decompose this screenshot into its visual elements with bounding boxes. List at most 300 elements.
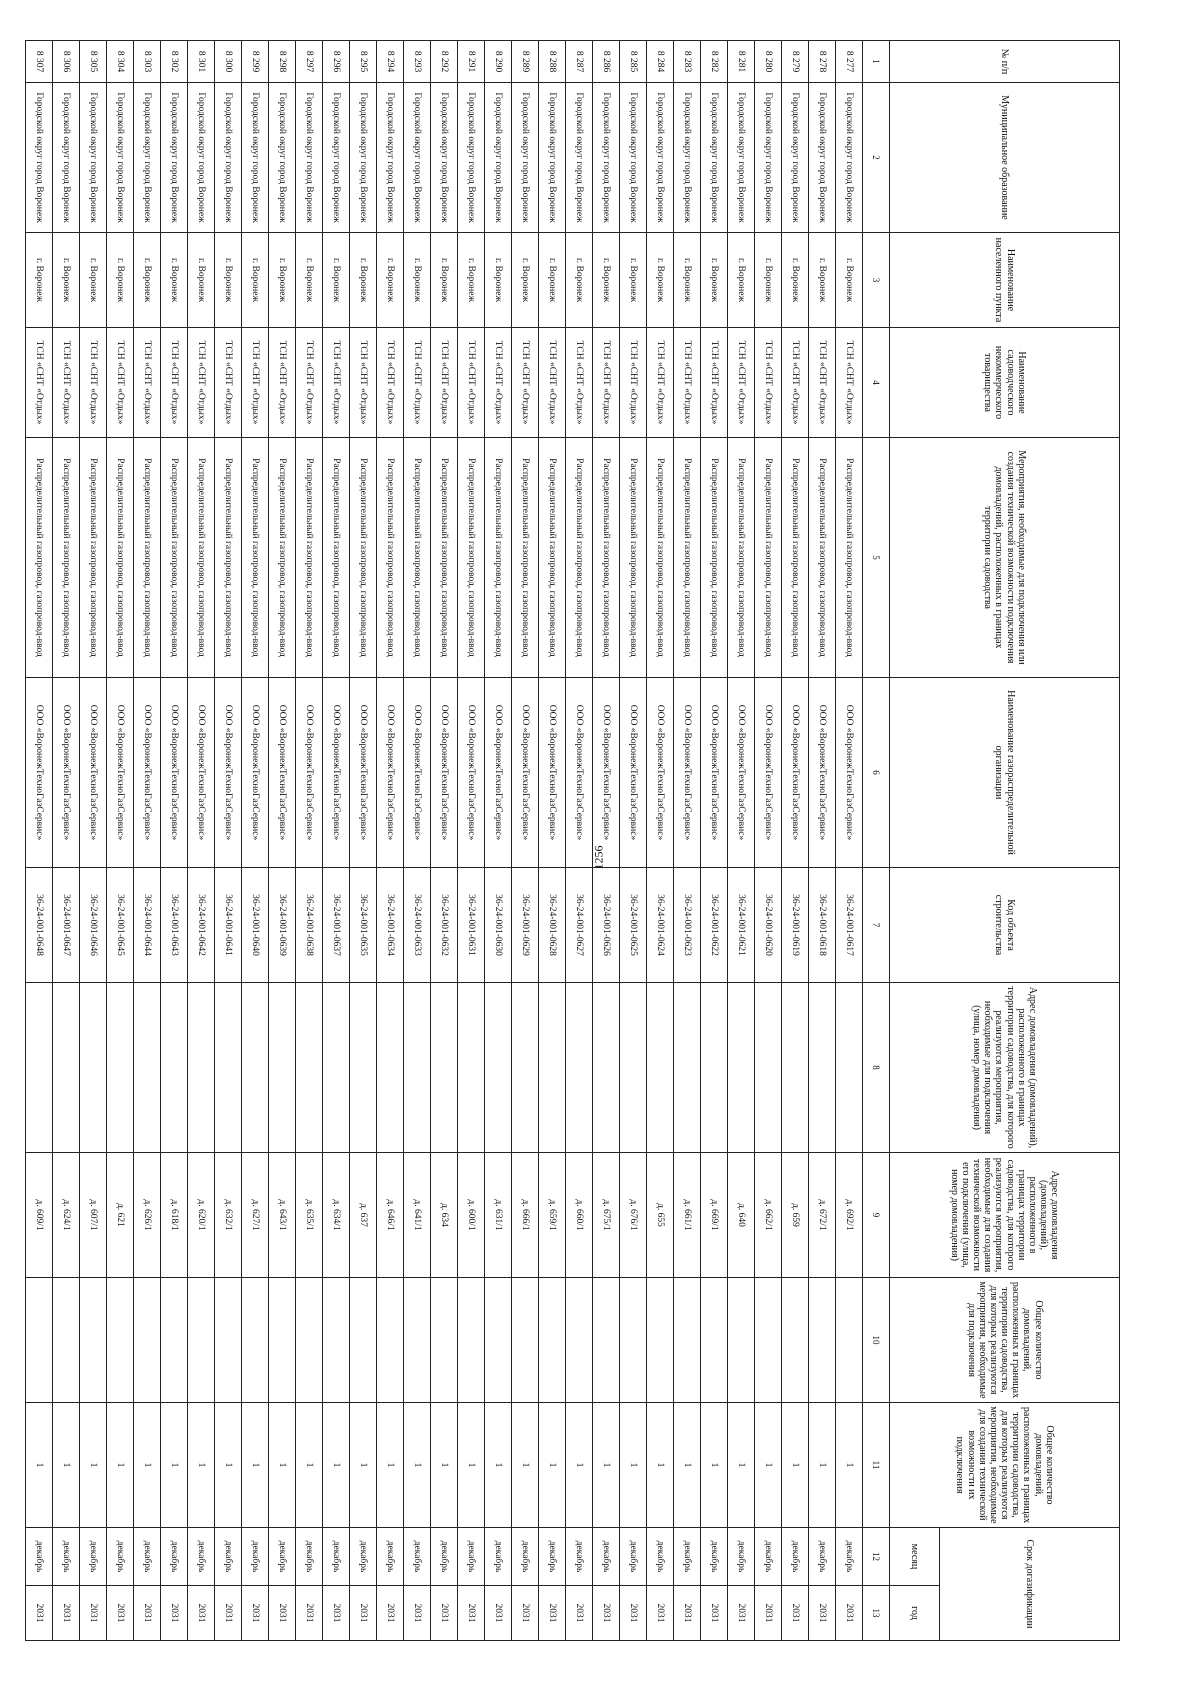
snt-cell: ТСН «СНТ «Отдых» xyxy=(755,328,782,438)
year-cell: 2031 xyxy=(836,1586,863,1641)
year-cell: 2031 xyxy=(107,1586,134,1641)
address-tech-cell: д. 624/1 xyxy=(53,1153,80,1278)
count-connection-cell xyxy=(566,1278,593,1403)
count-connection-cell xyxy=(269,1278,296,1403)
month-cell: декабрь xyxy=(161,1528,188,1586)
address-tech-cell: д. 666/1 xyxy=(512,1153,539,1278)
address-connection-cell xyxy=(26,983,53,1153)
measures-cell: Распределительный газопровод, газопровод-ввод xyxy=(647,438,674,678)
table-row xyxy=(296,41,323,1641)
address-connection-cell xyxy=(728,983,755,1153)
object-code-cell: 36-24-001-0620 xyxy=(755,868,782,983)
column-number-row xyxy=(863,41,890,1641)
municipality-cell: Городской округ город Воронеж xyxy=(134,83,161,233)
count-tech-cell: 1 xyxy=(701,1403,728,1528)
gas-org-cell: ООО «ВоронежТехноГазСервис» xyxy=(674,678,701,868)
object-code-cell: 36-24-001-0633 xyxy=(404,868,431,983)
settlement-cell: г. Воронеж xyxy=(53,233,80,328)
address-connection-cell xyxy=(404,983,431,1153)
settlement-cell: г. Воронеж xyxy=(782,233,809,328)
row-number: 8 290 xyxy=(485,41,512,83)
year-cell: 2031 xyxy=(512,1586,539,1641)
address-tech-cell: д. 631/1 xyxy=(485,1153,512,1278)
year-cell: 2031 xyxy=(755,1586,782,1641)
row-number: 8 306 xyxy=(53,41,80,83)
snt-cell: ТСН «СНТ «Отдых» xyxy=(593,328,620,438)
settlement-cell: г. Воронеж xyxy=(107,233,134,328)
count-tech-cell: 1 xyxy=(350,1403,377,1528)
address-tech-cell: д. 626/1 xyxy=(134,1153,161,1278)
year-cell: 2031 xyxy=(809,1586,836,1641)
table-row xyxy=(26,41,53,1641)
table-row xyxy=(404,41,431,1641)
gas-org-cell: ООО «ВоронежТехноГазСервис» xyxy=(431,678,458,868)
header-municipality: Муниципальное образование xyxy=(890,83,1120,233)
measures-cell: Распределительный газопровод, газопровод-ввод xyxy=(242,438,269,678)
table-row xyxy=(647,41,674,1641)
table-row xyxy=(593,41,620,1641)
table-row xyxy=(377,41,404,1641)
measures-cell: Распределительный газопровод, газопровод-ввод xyxy=(215,438,242,678)
municipality-cell: Городской округ город Воронеж xyxy=(269,83,296,233)
row-number: 8 291 xyxy=(458,41,485,83)
gas-org-cell: ООО «ВоронежТехноГазСервис» xyxy=(242,678,269,868)
measures-cell: Распределительный газопровод, газопровод-ввод xyxy=(269,438,296,678)
year-cell: 2031 xyxy=(431,1586,458,1641)
count-tech-cell: 1 xyxy=(215,1403,242,1528)
header-object-code: Код объекта строительства xyxy=(890,868,1120,983)
column-number: 5 xyxy=(863,438,890,678)
address-connection-cell xyxy=(161,983,188,1153)
count-connection-cell xyxy=(134,1278,161,1403)
snt-cell: ТСН «СНТ «Отдых» xyxy=(647,328,674,438)
settlement-cell: г. Воронеж xyxy=(404,233,431,328)
count-tech-cell: 1 xyxy=(836,1403,863,1528)
settlement-cell: г. Воронеж xyxy=(539,233,566,328)
snt-cell: ТСН «СНТ «Отдых» xyxy=(620,328,647,438)
object-code-cell: 36-24-001-0629 xyxy=(512,868,539,983)
count-tech-cell: 1 xyxy=(80,1403,107,1528)
year-cell: 2031 xyxy=(647,1586,674,1641)
table-row xyxy=(728,41,755,1641)
address-connection-cell xyxy=(485,983,512,1153)
year-cell: 2031 xyxy=(620,1586,647,1641)
settlement-cell: г. Воронеж xyxy=(593,233,620,328)
settlement-cell: г. Воронеж xyxy=(242,233,269,328)
measures-cell: Распределительный газопровод, газопровод-ввод xyxy=(107,438,134,678)
municipality-cell: Городской округ город Воронеж xyxy=(107,83,134,233)
municipality-cell: Городской округ город Воронеж xyxy=(242,83,269,233)
column-number: 3 xyxy=(863,233,890,328)
measures-cell: Распределительный газопровод, газопровод-ввод xyxy=(620,438,647,678)
row-number: 8 281 xyxy=(728,41,755,83)
snt-cell: ТСН «СНТ «Отдых» xyxy=(782,328,809,438)
snt-cell: ТСН «СНТ «Отдых» xyxy=(458,328,485,438)
count-connection-cell xyxy=(26,1278,53,1403)
count-connection-cell xyxy=(377,1278,404,1403)
municipality-cell: Городской округ город Воронеж xyxy=(539,83,566,233)
settlement-cell: г. Воронеж xyxy=(80,233,107,328)
count-connection-cell xyxy=(593,1278,620,1403)
settlement-cell: г. Воронеж xyxy=(566,233,593,328)
snt-cell: ТСН «СНТ «Отдых» xyxy=(485,328,512,438)
address-connection-cell xyxy=(188,983,215,1153)
table-row xyxy=(782,41,809,1641)
object-code-cell: 36-24-001-0644 xyxy=(134,868,161,983)
table-row xyxy=(269,41,296,1641)
object-code-cell: 36-24-001-0645 xyxy=(107,868,134,983)
address-tech-cell: д. 676/1 xyxy=(620,1153,647,1278)
municipality-cell: Городской округ город Воронеж xyxy=(188,83,215,233)
municipality-cell: Городской округ город Воронеж xyxy=(647,83,674,233)
snt-cell: ТСН «СНТ «Отдых» xyxy=(539,328,566,438)
settlement-cell: г. Воронеж xyxy=(485,233,512,328)
gas-org-cell: ООО «ВоронежТехноГазСервис» xyxy=(350,678,377,868)
object-code-cell: 36-24-001-0625 xyxy=(620,868,647,983)
header-count-connection: Общее количество домовладений, расположенных в границах территории садоводства, для которых реализуются мероприятия, необходимые для подключения xyxy=(890,1278,1120,1403)
header-snt: Наименование садоводческого некоммерческого товарищества xyxy=(890,328,1120,438)
row-number: 8 298 xyxy=(269,41,296,83)
settlement-cell: г. Воронеж xyxy=(755,233,782,328)
address-tech-cell: д. 643/1 xyxy=(269,1153,296,1278)
address-connection-cell xyxy=(80,983,107,1153)
count-tech-cell: 1 xyxy=(593,1403,620,1528)
table-body xyxy=(26,41,890,1641)
gas-org-cell: ООО «ВоронежТехноГазСервис» xyxy=(647,678,674,868)
table-row xyxy=(134,41,161,1641)
object-code-cell: 36-24-001-0637 xyxy=(323,868,350,983)
header-term: Срок догазификации xyxy=(940,1528,1120,1641)
gas-org-cell: ООО «ВоронежТехноГазСервис» xyxy=(458,678,485,868)
object-code-cell: 36-24-001-0647 xyxy=(53,868,80,983)
address-connection-cell xyxy=(242,983,269,1153)
address-tech-cell: д. 692/1 xyxy=(836,1153,863,1278)
object-code-cell: 36-24-001-0626 xyxy=(593,868,620,983)
column-number: 8 xyxy=(863,983,890,1153)
address-connection-cell xyxy=(647,983,674,1153)
snt-cell: ТСН «СНТ «Отдых» xyxy=(377,328,404,438)
address-connection-cell xyxy=(755,983,782,1153)
settlement-cell: г. Воронеж xyxy=(134,233,161,328)
measures-cell: Распределительный газопровод, газопровод-ввод xyxy=(188,438,215,678)
address-connection-cell xyxy=(539,983,566,1153)
count-connection-cell xyxy=(323,1278,350,1403)
count-tech-cell: 1 xyxy=(296,1403,323,1528)
month-cell: декабрь xyxy=(269,1528,296,1586)
count-connection-cell xyxy=(701,1278,728,1403)
row-number: 8 282 xyxy=(701,41,728,83)
year-cell: 2031 xyxy=(188,1586,215,1641)
month-cell: декабрь xyxy=(107,1528,134,1586)
year-cell: 2031 xyxy=(215,1586,242,1641)
address-tech-cell: д. 672/1 xyxy=(809,1153,836,1278)
municipality-cell: Городской округ город Воронеж xyxy=(215,83,242,233)
count-tech-cell: 1 xyxy=(161,1403,188,1528)
measures-cell: Распределительный газопровод, газопровод-ввод xyxy=(539,438,566,678)
municipality-cell: Городской округ город Воронеж xyxy=(161,83,188,233)
address-connection-cell xyxy=(782,983,809,1153)
count-tech-cell: 1 xyxy=(566,1403,593,1528)
row-number: 8 305 xyxy=(80,41,107,83)
object-code-cell: 36-24-001-0646 xyxy=(80,868,107,983)
column-number: 4 xyxy=(863,328,890,438)
row-number: 8 301 xyxy=(188,41,215,83)
month-cell: декабрь xyxy=(512,1528,539,1586)
table-row xyxy=(431,41,458,1641)
settlement-cell: г. Воронеж xyxy=(809,233,836,328)
municipality-cell: Городской округ город Воронеж xyxy=(458,83,485,233)
object-code-cell: 36-24-001-0618 xyxy=(809,868,836,983)
measures-cell: Распределительный газопровод, газопровод-ввод xyxy=(809,438,836,678)
object-code-cell: 36-24-001-0617 xyxy=(836,868,863,983)
year-cell: 2031 xyxy=(26,1586,53,1641)
address-connection-cell xyxy=(269,983,296,1153)
month-cell: декабрь xyxy=(593,1528,620,1586)
address-connection-cell xyxy=(809,983,836,1153)
row-number: 8 296 xyxy=(323,41,350,83)
snt-cell: ТСН «СНТ «Отдых» xyxy=(350,328,377,438)
row-number: 8 299 xyxy=(242,41,269,83)
gas-org-cell: ООО «ВоронежТехноГазСервис» xyxy=(809,678,836,868)
address-connection-cell xyxy=(620,983,647,1153)
snt-cell: ТСН «СНТ «Отдых» xyxy=(809,328,836,438)
measures-cell: Распределительный газопровод, газопровод-ввод xyxy=(674,438,701,678)
settlement-cell: г. Воронеж xyxy=(350,233,377,328)
snt-cell: ТСН «СНТ «Отдых» xyxy=(242,328,269,438)
gas-org-cell: ООО «ВоронежТехноГазСервис» xyxy=(107,678,134,868)
measures-cell: Распределительный газопровод, газопровод-ввод xyxy=(323,438,350,678)
count-connection-cell xyxy=(836,1278,863,1403)
snt-cell: ТСН «СНТ «Отдых» xyxy=(701,328,728,438)
address-connection-cell xyxy=(431,983,458,1153)
gas-org-cell: ООО «ВоронежТехноГазСервис» xyxy=(782,678,809,868)
count-tech-cell: 1 xyxy=(809,1403,836,1528)
count-connection-cell xyxy=(107,1278,134,1403)
month-cell: декабрь xyxy=(53,1528,80,1586)
table-row xyxy=(701,41,728,1641)
count-connection-cell xyxy=(728,1278,755,1403)
count-tech-cell: 1 xyxy=(755,1403,782,1528)
settlement-cell: г. Воронеж xyxy=(458,233,485,328)
count-connection-cell xyxy=(755,1278,782,1403)
count-tech-cell: 1 xyxy=(404,1403,431,1528)
object-code-cell: 36-24-001-0630 xyxy=(485,868,512,983)
address-tech-cell: д. 634/1 xyxy=(323,1153,350,1278)
row-number: 8 304 xyxy=(107,41,134,83)
measures-cell: Распределительный газопровод, газопровод-ввод xyxy=(134,438,161,678)
count-connection-cell xyxy=(782,1278,809,1403)
row-number: 8 288 xyxy=(539,41,566,83)
address-connection-cell xyxy=(836,983,863,1153)
row-number: 8 279 xyxy=(782,41,809,83)
table-row xyxy=(566,41,593,1641)
object-code-cell: 36-24-001-0631 xyxy=(458,868,485,983)
settlement-cell: г. Воронеж xyxy=(674,233,701,328)
gas-org-cell: ООО «ВоронежТехноГазСервис» xyxy=(836,678,863,868)
gas-org-cell: ООО «ВоронежТехноГазСервис» xyxy=(404,678,431,868)
row-number: 8 278 xyxy=(809,41,836,83)
count-tech-cell: 1 xyxy=(647,1403,674,1528)
address-connection-cell xyxy=(53,983,80,1153)
address-tech-cell: д. 620/1 xyxy=(188,1153,215,1278)
column-number: 2 xyxy=(863,83,890,233)
month-cell: декабрь xyxy=(134,1528,161,1586)
count-connection-cell xyxy=(161,1278,188,1403)
count-connection-cell xyxy=(620,1278,647,1403)
address-tech-cell: д. 634 xyxy=(431,1153,458,1278)
snt-cell: ТСН «СНТ «Отдых» xyxy=(431,328,458,438)
snt-cell: ТСН «СНТ «Отдых» xyxy=(728,328,755,438)
count-tech-cell: 1 xyxy=(53,1403,80,1528)
settlement-cell: г. Воронеж xyxy=(647,233,674,328)
column-number: 12 xyxy=(863,1528,890,1586)
object-code-cell: 36-24-001-0634 xyxy=(377,868,404,983)
count-tech-cell: 1 xyxy=(107,1403,134,1528)
month-cell: декабрь xyxy=(80,1528,107,1586)
object-code-cell: 36-24-001-0648 xyxy=(26,868,53,983)
address-tech-cell: д. 662/1 xyxy=(755,1153,782,1278)
settlement-cell: г. Воронеж xyxy=(377,233,404,328)
row-number: 8 294 xyxy=(377,41,404,83)
snt-cell: ТСН «СНТ «Отдых» xyxy=(674,328,701,438)
rotated-page xyxy=(0,40,1120,1680)
count-connection-cell xyxy=(215,1278,242,1403)
year-cell: 2031 xyxy=(593,1586,620,1641)
count-connection-cell xyxy=(512,1278,539,1403)
month-cell: декабрь xyxy=(809,1528,836,1586)
column-number: 1 xyxy=(863,41,890,83)
gas-org-cell: ООО «ВоронежТехноГазСервис» xyxy=(269,678,296,868)
table-row xyxy=(539,41,566,1641)
address-tech-cell: д. 607/1 xyxy=(80,1153,107,1278)
gas-org-cell: ООО «ВоронежТехноГазСервис» xyxy=(485,678,512,868)
count-connection-cell xyxy=(296,1278,323,1403)
gas-org-cell: ООО «ВоронежТехноГазСервис» xyxy=(539,678,566,868)
count-tech-cell: 1 xyxy=(242,1403,269,1528)
address-tech-cell: д. 655 xyxy=(647,1153,674,1278)
measures-cell: Распределительный газопровод, газопровод-ввод xyxy=(836,438,863,678)
gas-org-cell: ООО «ВоронежТехноГазСервис» xyxy=(701,678,728,868)
month-cell: декабрь xyxy=(296,1528,323,1586)
year-cell: 2031 xyxy=(728,1586,755,1641)
row-number: 8 297 xyxy=(296,41,323,83)
table-row xyxy=(620,41,647,1641)
month-cell: декабрь xyxy=(647,1528,674,1586)
count-connection-cell xyxy=(674,1278,701,1403)
address-connection-cell xyxy=(107,983,134,1153)
address-connection-cell xyxy=(350,983,377,1153)
object-code-cell: 36-24-001-0628 xyxy=(539,868,566,983)
gas-org-cell: ООО «ВоронежТехноГазСервис» xyxy=(620,678,647,868)
year-cell: 2031 xyxy=(485,1586,512,1641)
gas-org-cell: ООО «ВоронежТехноГазСервис» xyxy=(755,678,782,868)
count-tech-cell: 1 xyxy=(782,1403,809,1528)
gasification-table xyxy=(25,40,1120,1641)
snt-cell: ТСН «СНТ «Отдых» xyxy=(323,328,350,438)
column-number: 6 xyxy=(863,678,890,868)
count-tech-cell: 1 xyxy=(539,1403,566,1528)
month-cell: декабрь xyxy=(458,1528,485,1586)
snt-cell: ТСН «СНТ «Отдых» xyxy=(107,328,134,438)
count-tech-cell: 1 xyxy=(512,1403,539,1528)
snt-cell: ТСН «СНТ «Отдых» xyxy=(188,328,215,438)
header-num: № п/п xyxy=(890,41,1120,83)
gas-org-cell: ООО «ВоронежТехноГазСервис» xyxy=(134,678,161,868)
snt-cell: ТСН «СНТ «Отдых» xyxy=(836,328,863,438)
header-address-connection: Адрес домовладения (домовладений), расположенного в границах территории садоводства, для которого реализуются мероприятия, необходимые для подключения (улица, номер домовладения) xyxy=(890,983,1120,1153)
count-connection-cell xyxy=(809,1278,836,1403)
municipality-cell: Городской округ город Воронеж xyxy=(53,83,80,233)
table-row xyxy=(53,41,80,1641)
count-connection-cell xyxy=(53,1278,80,1403)
row-number: 8 289 xyxy=(512,41,539,83)
month-cell: декабрь xyxy=(242,1528,269,1586)
month-cell: декабрь xyxy=(620,1528,647,1586)
row-number: 8 302 xyxy=(161,41,188,83)
gas-org-cell: ООО «ВоронежТехноГазСервис» xyxy=(26,678,53,868)
count-connection-cell xyxy=(242,1278,269,1403)
count-tech-cell: 1 xyxy=(728,1403,755,1528)
municipality-cell: Городской округ город Воронеж xyxy=(809,83,836,233)
header-year: год xyxy=(890,1586,940,1641)
object-code-cell: 36-24-001-0643 xyxy=(161,868,188,983)
table-row xyxy=(161,41,188,1641)
year-cell: 2031 xyxy=(458,1586,485,1641)
table-row xyxy=(512,41,539,1641)
row-number: 8 277 xyxy=(836,41,863,83)
table-row xyxy=(674,41,701,1641)
row-number: 8 287 xyxy=(566,41,593,83)
settlement-cell: г. Воронеж xyxy=(431,233,458,328)
object-code-cell: 36-24-001-0640 xyxy=(242,868,269,983)
month-cell: декабрь xyxy=(539,1528,566,1586)
snt-cell: ТСН «СНТ «Отдых» xyxy=(53,328,80,438)
count-tech-cell: 1 xyxy=(485,1403,512,1528)
object-code-cell: 36-24-001-0632 xyxy=(431,868,458,983)
address-tech-cell: д. 627/1 xyxy=(242,1153,269,1278)
measures-cell: Распределительный газопровод, газопровод-ввод xyxy=(26,438,53,678)
month-cell: декабрь xyxy=(215,1528,242,1586)
municipality-cell: Городской округ город Воронеж xyxy=(296,83,323,233)
column-number: 7 xyxy=(863,868,890,983)
year-cell: 2031 xyxy=(377,1586,404,1641)
municipality-cell: Городской округ город Воронеж xyxy=(350,83,377,233)
address-tech-cell: д. 661/1 xyxy=(674,1153,701,1278)
row-number: 8 292 xyxy=(431,41,458,83)
municipality-cell: Городской округ город Воронеж xyxy=(377,83,404,233)
address-connection-cell xyxy=(512,983,539,1153)
row-number: 8 307 xyxy=(26,41,53,83)
count-connection-cell xyxy=(431,1278,458,1403)
year-cell: 2031 xyxy=(674,1586,701,1641)
year-cell: 2031 xyxy=(161,1586,188,1641)
count-tech-cell: 1 xyxy=(134,1403,161,1528)
municipality-cell: Городской округ город Воронеж xyxy=(701,83,728,233)
municipality-cell: Городской округ город Воронеж xyxy=(728,83,755,233)
object-code-cell: 36-24-001-0624 xyxy=(647,868,674,983)
address-tech-cell: д. 660/1 xyxy=(566,1153,593,1278)
measures-cell: Распределительный газопровод, газопровод-ввод xyxy=(701,438,728,678)
address-connection-cell xyxy=(323,983,350,1153)
snt-cell: ТСН «СНТ «Отдых» xyxy=(134,328,161,438)
object-code-cell: 36-24-001-0641 xyxy=(215,868,242,983)
address-tech-cell: д. 669/1 xyxy=(701,1153,728,1278)
settlement-cell: г. Воронеж xyxy=(188,233,215,328)
month-cell: декабрь xyxy=(431,1528,458,1586)
year-cell: 2031 xyxy=(701,1586,728,1641)
year-cell: 2031 xyxy=(539,1586,566,1641)
address-connection-cell xyxy=(566,983,593,1153)
